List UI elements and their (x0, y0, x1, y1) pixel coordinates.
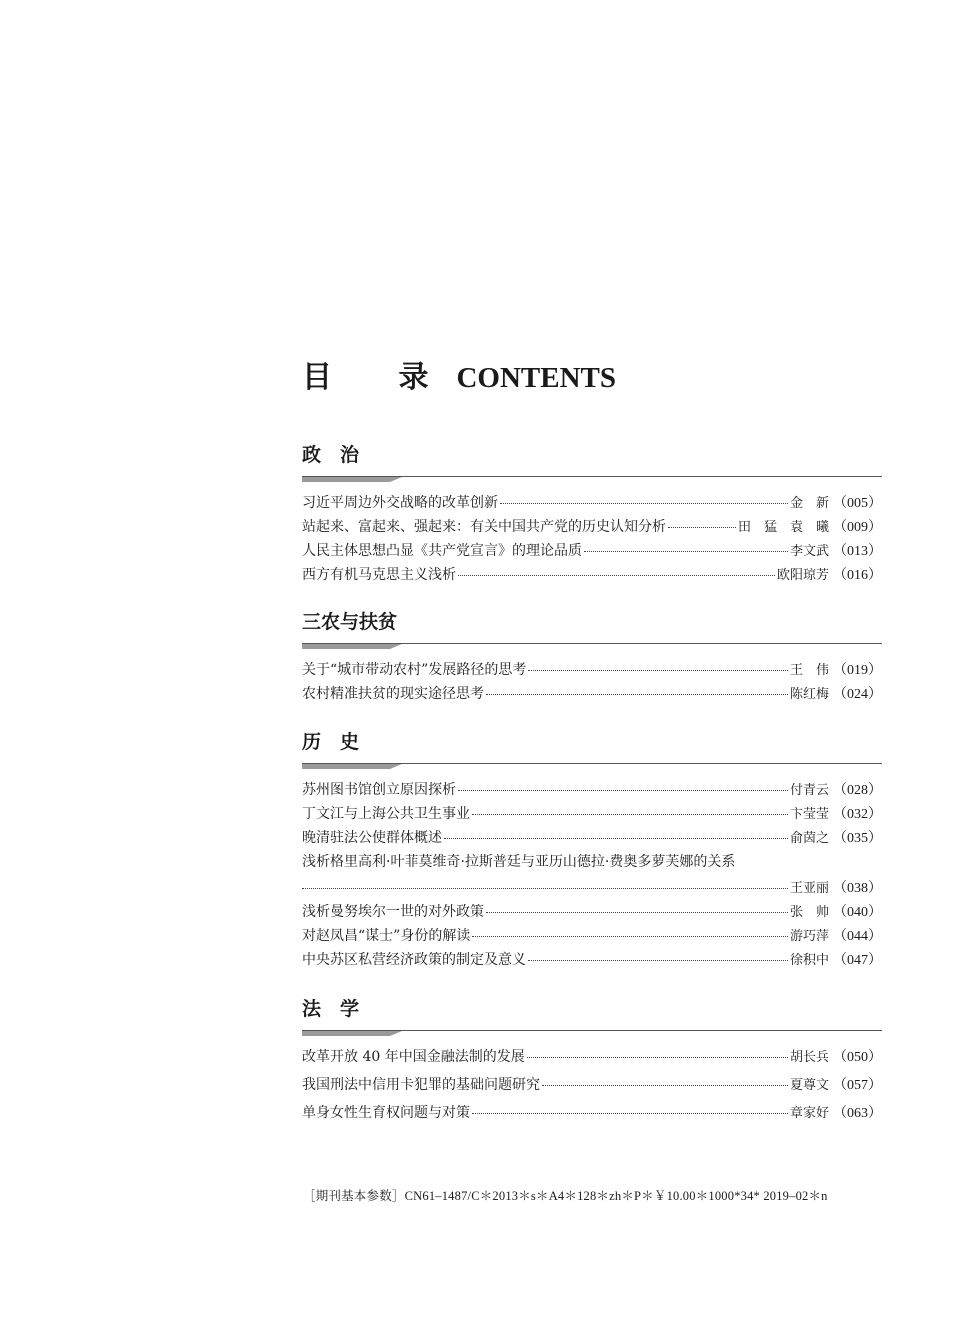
entry-page: （044） (833, 929, 882, 944)
section-rule (302, 763, 882, 769)
leader-dots (458, 575, 775, 576)
entry-author: 夏尊文 (789, 1078, 829, 1093)
section-heading: 法 学 (302, 998, 360, 1020)
entry-title: 农村精准扶贫的现实途径思考 (302, 686, 484, 702)
journal-parameters-footer: ［期刊基本参数］CN61–1487/C＊2013＊s＊A4＊128＊zh＊P＊￥10.00＊1000*34* 2019–02＊n (303, 1189, 828, 1203)
entry-page: （024） (833, 687, 882, 702)
toc-entry[interactable] (302, 1102, 882, 1130)
toc-entry[interactable] (302, 516, 882, 540)
toc-title-cn: 目 录 (302, 360, 457, 395)
toc-entry[interactable] (302, 803, 882, 827)
entry-author: 金 新 (789, 496, 829, 511)
toc-entry[interactable] (302, 1046, 882, 1074)
section-heading: 政 治 (302, 444, 360, 466)
entry-title: 丁文江与上海公共卫生事业 (302, 806, 470, 822)
section-heading: 历 史 (302, 731, 360, 753)
toc-entry[interactable] (302, 659, 882, 683)
section-rule (302, 476, 882, 482)
entry-page: （028） (833, 783, 882, 798)
leader-dots (302, 888, 788, 889)
entry-page: （019） (833, 663, 882, 678)
section-rule (302, 643, 882, 649)
section-law (302, 994, 882, 1130)
entry-title: 习近平周边外交战略的改革创新 (302, 495, 498, 511)
entry-page: （063） (833, 1106, 882, 1121)
leader-dots (584, 551, 788, 552)
entry-title: 晚清驻法公使群体概述 (302, 830, 442, 846)
entry-author: 王亚丽 (789, 881, 829, 896)
leader-dots (542, 1085, 788, 1086)
leader-dots (472, 1113, 788, 1114)
section-agriculture-poverty (302, 607, 882, 707)
entry-title: 苏州图书馆创立原因探析 (302, 782, 456, 798)
entry-author: 王 伟 (789, 663, 829, 678)
entry-title: 改革开放 40 年中国金融法制的发展 (302, 1049, 525, 1065)
toc-entry[interactable] (302, 925, 882, 949)
entry-title: 中央苏区私营经济政策的制定及意义 (302, 952, 526, 968)
entry-author: 章家好 (789, 1106, 829, 1121)
toc-entry[interactable] (302, 540, 882, 564)
toc-entry[interactable] (302, 683, 882, 707)
entry-author: 欧阳琼芳 (776, 568, 829, 583)
toc-entry[interactable] (302, 492, 882, 516)
toc-entry[interactable] (302, 827, 882, 851)
entry-page: （013） (833, 544, 882, 559)
leader-dots (486, 912, 788, 913)
section-rule (302, 1030, 882, 1036)
entry-title: 西方有机马克思主义浅析 (302, 567, 456, 583)
entry-author: 徐积中 (789, 953, 829, 968)
entry-title: 关于“城市带动农村”发展路径的思考 (302, 662, 527, 678)
toc-entry-continuation[interactable] (302, 877, 882, 901)
leader-dots (444, 838, 788, 839)
entry-title: 单身女性生育权问题与对策 (302, 1105, 470, 1121)
leader-dots (528, 670, 788, 671)
toc-title (302, 352, 616, 396)
entry-title: 站起来、富起来、强起来：有关中国共产党的历史认知分析 (302, 519, 666, 535)
toc-entry[interactable] (302, 901, 882, 925)
section-heading: 三农与扶贫 (302, 611, 398, 633)
entry-page: （005） (833, 496, 882, 511)
entry-author: 张 帅 (789, 905, 829, 920)
entry-page: （038） (833, 881, 882, 896)
entry-author: 田 猛 袁 曦 (737, 520, 829, 535)
entry-page: （035） (833, 831, 882, 846)
entry-page: （040） (833, 905, 882, 920)
entry-page: （047） (833, 953, 882, 968)
toc-entry[interactable] (302, 949, 882, 973)
leader-dots (527, 1057, 788, 1058)
leader-dots (472, 814, 788, 815)
entry-page: （009） (833, 520, 882, 535)
entry-page: （057） (833, 1078, 882, 1093)
section-politics (302, 440, 882, 588)
leader-dots (486, 694, 788, 695)
toc-entry[interactable] (302, 1074, 882, 1102)
entry-title: 我国刑法中信用卡犯罪的基础问题研究 (302, 1077, 540, 1093)
entry-author: 陈红梅 (789, 687, 829, 702)
entry-title: 人民主体思想凸显《共产党宣言》的理论品质 (302, 543, 582, 559)
leader-dots (528, 960, 788, 961)
entry-title: 浅析曼努埃尔一世的对外政策 (302, 904, 484, 920)
entry-page: （016） (833, 568, 882, 583)
entry-author: 俞茵之 (789, 831, 829, 846)
entry-author: 李文武 (789, 544, 829, 559)
entry-author: 游巧萍 (789, 929, 829, 944)
section-history (302, 727, 882, 973)
entry-author: 胡长兵 (789, 1050, 829, 1065)
leader-dots (500, 503, 788, 504)
entry-author: 付青云 (789, 783, 829, 798)
entry-title: 浅析格里高利·叶菲莫维奇·拉斯普廷与亚历山德拉·费奥多萝芙娜的关系 (302, 854, 736, 870)
toc-title-en: CONTENTS (456, 362, 616, 394)
leader-dots (472, 936, 788, 937)
entry-title: 对赵凤昌“谋士”身份的解读 (302, 928, 471, 944)
leader-dots (668, 527, 736, 528)
leader-dots (458, 790, 788, 791)
entry-page: （050） (833, 1050, 882, 1065)
toc-entry[interactable] (302, 564, 882, 588)
toc-entry-long-title[interactable] (302, 851, 882, 877)
entry-page: （032） (833, 807, 882, 822)
entry-author: 卞莹莹 (789, 807, 829, 822)
toc-entry[interactable] (302, 779, 882, 803)
